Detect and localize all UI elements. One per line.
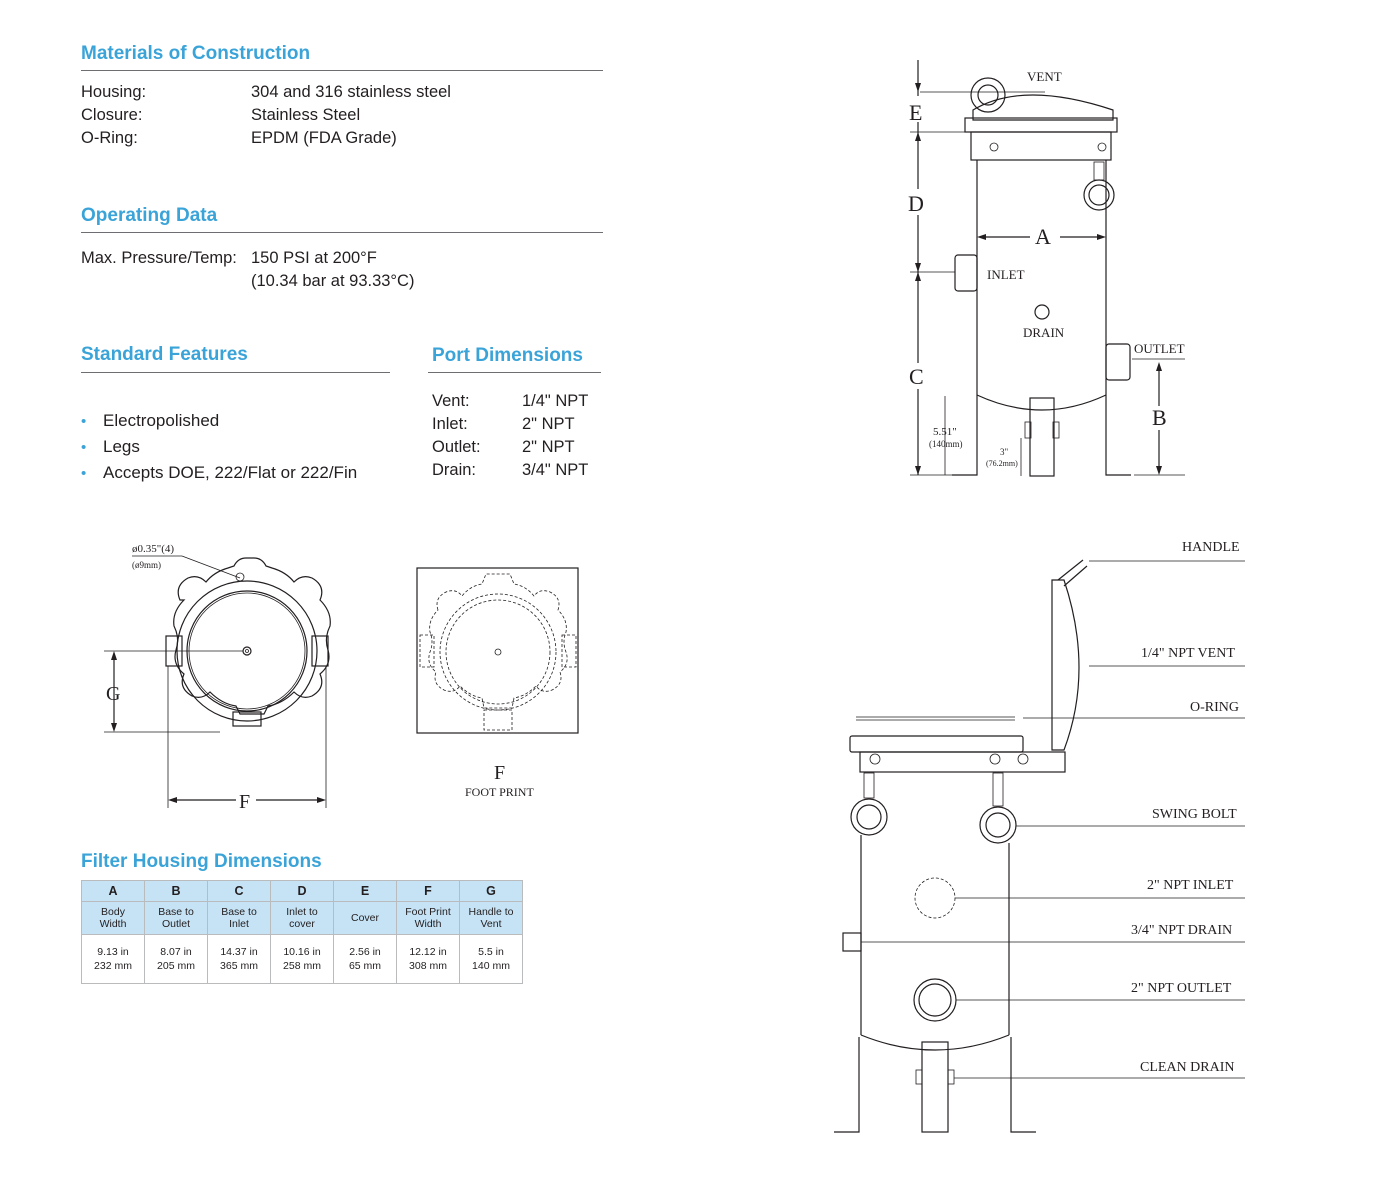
- leg-height-label: 5.51": [933, 426, 957, 438]
- flange-outline: [166, 558, 330, 726]
- table-header-letter: F: [397, 881, 460, 902]
- pressure-value-metric: (10.34 bar at 93.33°C): [251, 272, 415, 290]
- list-item: • Accepts DOE, 222/Flat or 222/Fin: [81, 463, 358, 482]
- inlet-label: Inlet:: [432, 415, 468, 433]
- exploded-label-oring: O-RING: [1190, 700, 1239, 715]
- exploded-label-inlet: 2" NPT INLET: [1147, 878, 1234, 893]
- materials-rule: [81, 70, 603, 71]
- hole-mm-label: (ø9mm): [132, 560, 161, 570]
- table-header-name: Base to Inlet: [208, 902, 271, 935]
- operating-rule: [81, 232, 603, 233]
- vent-label: Vent:: [432, 392, 470, 410]
- pressure-label: Max. Pressure/Temp:: [81, 249, 237, 267]
- dim-c-label: C: [909, 364, 924, 389]
- table-row: [82, 935, 523, 984]
- table-header-name: Foot Print Width: [397, 902, 460, 935]
- table-cell: 9.13 in 232 mm: [82, 935, 145, 984]
- exploded-label-clean-drain: CLEAN DRAIN: [1140, 1060, 1235, 1075]
- closure-value: Stainless Steel: [251, 106, 361, 124]
- materials-title: Materials of Construction: [81, 43, 311, 64]
- ports-title: Port Dimensions: [432, 345, 583, 366]
- pressure-value: 150 PSI at 200°F: [251, 249, 377, 267]
- outlet-value: 2" NPT: [522, 438, 575, 456]
- vent-callout: VENT: [1027, 69, 1062, 84]
- dim-d-label: D: [908, 191, 924, 216]
- table-cell: 2.56 in 65 mm: [334, 935, 397, 984]
- oring-value: EPDM (FDA Grade): [251, 129, 397, 147]
- exploded-label-drain: 3/4" NPT DRAIN: [1131, 923, 1233, 938]
- open-lid: [850, 560, 1087, 772]
- table-header-letter: G: [460, 881, 523, 902]
- dim-g-label: G: [106, 683, 121, 705]
- dim-a-label: A: [1035, 224, 1051, 249]
- table-header-letter: A: [82, 881, 145, 902]
- features-list: [81, 408, 357, 486]
- leg-height-mm-label: (140mm): [929, 439, 963, 449]
- footprint-drawing: [410, 560, 590, 805]
- dim-e-label: E: [909, 100, 923, 125]
- table-header-letter: B: [145, 881, 208, 902]
- inlet-value: 2" NPT: [522, 415, 575, 433]
- table-cell: 14.37 in 365 mm: [208, 935, 271, 984]
- inlet-callout: INLET: [987, 267, 1025, 282]
- ports-rule: [428, 372, 601, 373]
- footprint-label: FOOT PRINT: [465, 785, 534, 799]
- table-header-name: Handle to Vent: [460, 902, 523, 935]
- exploded-label-outlet: 2" NPT OUTLET: [1131, 981, 1232, 996]
- table-header-letter: D: [271, 881, 334, 902]
- table-row: [82, 902, 523, 935]
- table-cell: 8.07 in 205 mm: [145, 935, 208, 984]
- outlet-callout: OUTLET: [1134, 341, 1185, 356]
- table-header-name: Base to Outlet: [145, 902, 208, 935]
- operating-title: Operating Data: [81, 205, 218, 226]
- exploded-label-swing-bolt: SWING BOLT: [1152, 807, 1237, 822]
- table-header-letter: C: [208, 881, 271, 902]
- drain-length-label: 3": [1000, 447, 1009, 457]
- footprint-letter: F: [494, 762, 506, 784]
- housing-lid: [965, 78, 1117, 210]
- list-item: • Electropolished: [81, 411, 220, 430]
- drain-callout: DRAIN: [1023, 325, 1065, 340]
- table-cell: 10.16 in 258 mm: [271, 935, 334, 984]
- closure-label: Closure:: [81, 106, 143, 124]
- features-title: Standard Features: [81, 344, 248, 365]
- drain-length-mm-label: (76.2mm): [986, 459, 1018, 468]
- dimensions-title: Filter Housing Dimensions: [81, 851, 322, 872]
- vent-value: 1/4" NPT: [522, 392, 589, 410]
- drain-label: Drain:: [432, 461, 477, 479]
- top-view-drawing: [90, 530, 350, 820]
- dimensions-table: [81, 880, 523, 984]
- elevation-drawing: [895, 50, 1195, 490]
- dim-f-label: F: [239, 791, 251, 813]
- oring-label: O-Ring:: [81, 129, 138, 147]
- features-rule: [81, 372, 390, 373]
- housing-value: 304 and 316 stainless steel: [251, 83, 451, 101]
- exploded-drawing: [825, 530, 1255, 1140]
- table-header-letter: E: [334, 881, 397, 902]
- dim-b-label: B: [1152, 405, 1167, 430]
- table-cell: 12.12 in 308 mm: [397, 935, 460, 984]
- exploded-label-vent: 1/4" NPT VENT: [1141, 646, 1235, 661]
- list-item: • Legs: [81, 437, 140, 456]
- hole-label: ø0.35"(4): [132, 543, 175, 555]
- table-row: [82, 881, 523, 902]
- outlet-label: Outlet:: [432, 438, 481, 456]
- exploded-label-handle: HANDLE: [1182, 540, 1240, 555]
- table-header-name: Inlet to cover: [271, 902, 334, 935]
- drain-value: 3/4" NPT: [522, 461, 589, 479]
- table-header-name: Cover: [334, 902, 397, 935]
- table-header-name: Body Width: [82, 902, 145, 935]
- housing-label: Housing:: [81, 83, 147, 101]
- table-cell: 5.5 in 140 mm: [460, 935, 523, 984]
